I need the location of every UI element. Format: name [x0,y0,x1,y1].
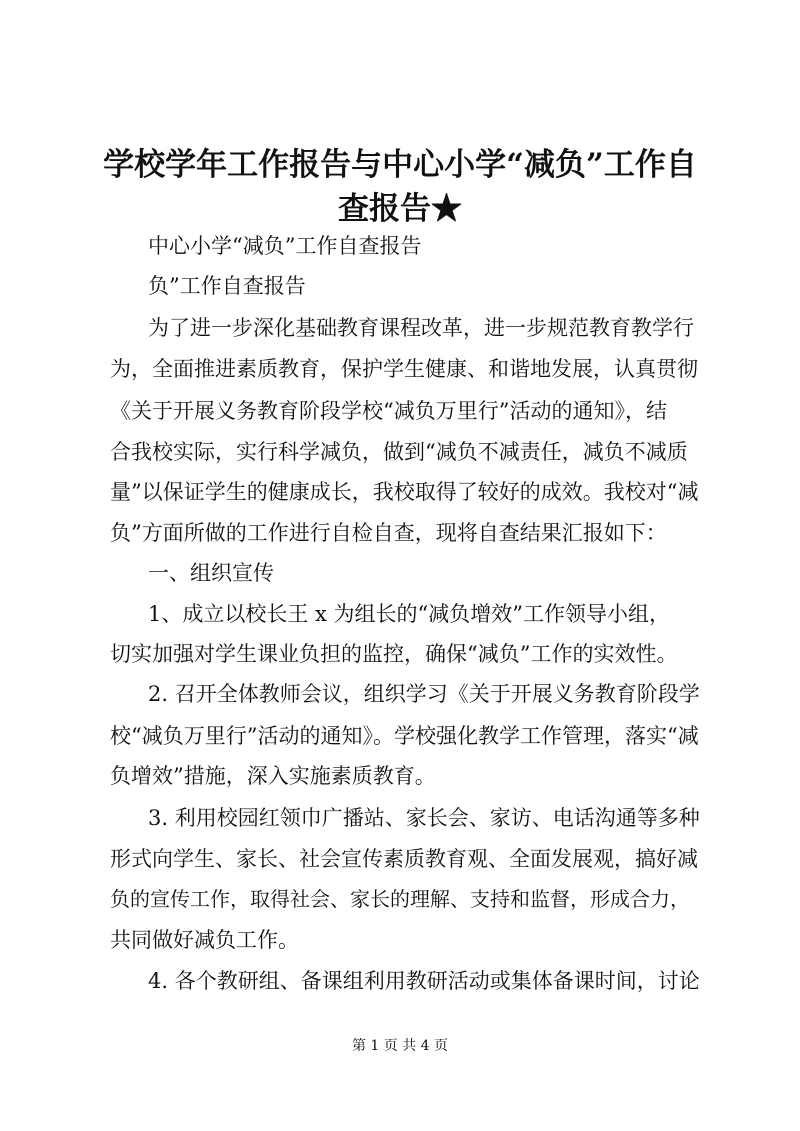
body-line: 3. 利用校园红领巾广播站、家长会、家访、电话沟通等多种 [148,806,700,830]
body-line: 形式向学生、家长、社会宣传素质教育观、全面发展观，搞好减 [110,847,698,871]
body-line: 校“减负万里行”活动的通知》。学校强化教学工作管理，落实“减 [110,724,699,748]
body-line: 负增效”措施，深入实施素质教育。 [110,764,436,788]
body-line: 2. 召开全体教师会议，组织学习《关于开展义务教育阶段学 [148,682,700,706]
body-line: 合我校实际，实行科学减负，做到“减负不减责任，减负不减质 [110,440,688,464]
document-title-line-1: 学校学年工作报告与中心小学“减负”工作自 [103,147,697,183]
body-line: 切实加强对学生课业负担的监控，确保“减负”工作的实效性。 [110,642,678,666]
body-line: 量”以保证学生的健康成长，我校取得了较好的成效。我校对“减 [110,480,699,504]
section-heading: 一、组织宣传 [148,561,274,585]
body-line: 《关于开展义务教育阶段学校“减负万里行”活动的通知》，结 [110,399,667,423]
body-line: 负”方面所做的工作进行自检自查，现将自查结果汇报如下： [110,521,667,545]
body-line: 共同做好减负工作。 [110,928,299,952]
body-line: 为了进一步深化基础教育课程改革，进一步规范教育教学行 [148,316,694,340]
body-line: 为，全面推进素质教育，保护学生健康、和谐地发展，认真贯彻 [110,357,698,381]
document-title-line-2: 查报告★ [338,191,462,227]
subtitle-line: 中心小学“减负”工作自查报告 [148,234,422,258]
subtitle-fragment-line: 负”工作自查报告 [148,274,306,298]
body-line: 4. 各个教研组、备课组利用教研活动或集体备课时间，讨论 [148,969,700,993]
body-line: 1、成立以校长王 x 为组长的“减负增效”工作领导小组， [148,602,671,626]
page-number-footer: 第 1 页 共 4 页 [351,1038,449,1054]
body-line: 负的宣传工作，取得社会、家长的理解、支持和监督，形成合力， [110,887,690,911]
